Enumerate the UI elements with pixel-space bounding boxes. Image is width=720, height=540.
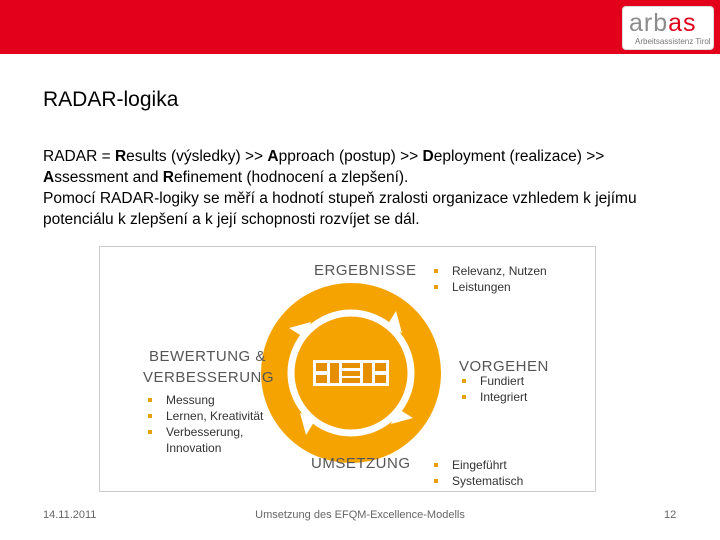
- label-ergebnisse: ERGEBNISSE: [314, 262, 417, 279]
- radar-center-blocks: [313, 360, 389, 386]
- arbas-logo: arbas Arbeitsassistenz Tirol: [622, 6, 714, 50]
- page-number: 12: [664, 509, 677, 521]
- footer-title: Umsetzung des EFQM-Excellence-Modells: [255, 509, 465, 521]
- slide-title: RADAR-logika: [43, 88, 179, 111]
- label-bewertung: BEWERTUNG &: [149, 348, 266, 365]
- body-line-2: Assessment and Refinement (hodnocení a zlepšení).: [43, 169, 409, 186]
- list-bewertung: Messung Lernen, Kreativität Verbesserung, Innovation: [144, 392, 284, 456]
- header-bar: [0, 0, 720, 54]
- label-verbesserung: VERBESSERUNG: [143, 369, 275, 386]
- body-line-3: Pomocí RADAR-logiky se měří a hodnotí stupeň zralosti organizace vzhledem k jejímu potenciálu k zlepšení a k její schopnosti rozvíjet se dál.: [43, 190, 637, 228]
- radar-diagram: [99, 246, 596, 492]
- slide-body: [43, 146, 683, 230]
- label-vorgehen: VORGEHEN: [459, 358, 549, 375]
- list-umsetzung: Eingeführt Systematisch: [430, 457, 523, 489]
- footer-date: 14.11.2011: [43, 509, 97, 521]
- body-line-1: RADAR = Results (výsledky) >> Approach (postup) >> Deployment (realizace) >>: [43, 148, 605, 165]
- list-vorgehen: Fundiert Integriert: [458, 373, 527, 405]
- list-ergebnisse: Relevanz, Nutzen Leistungen: [430, 263, 547, 295]
- label-umsetzung: UMSETZUNG: [311, 455, 411, 472]
